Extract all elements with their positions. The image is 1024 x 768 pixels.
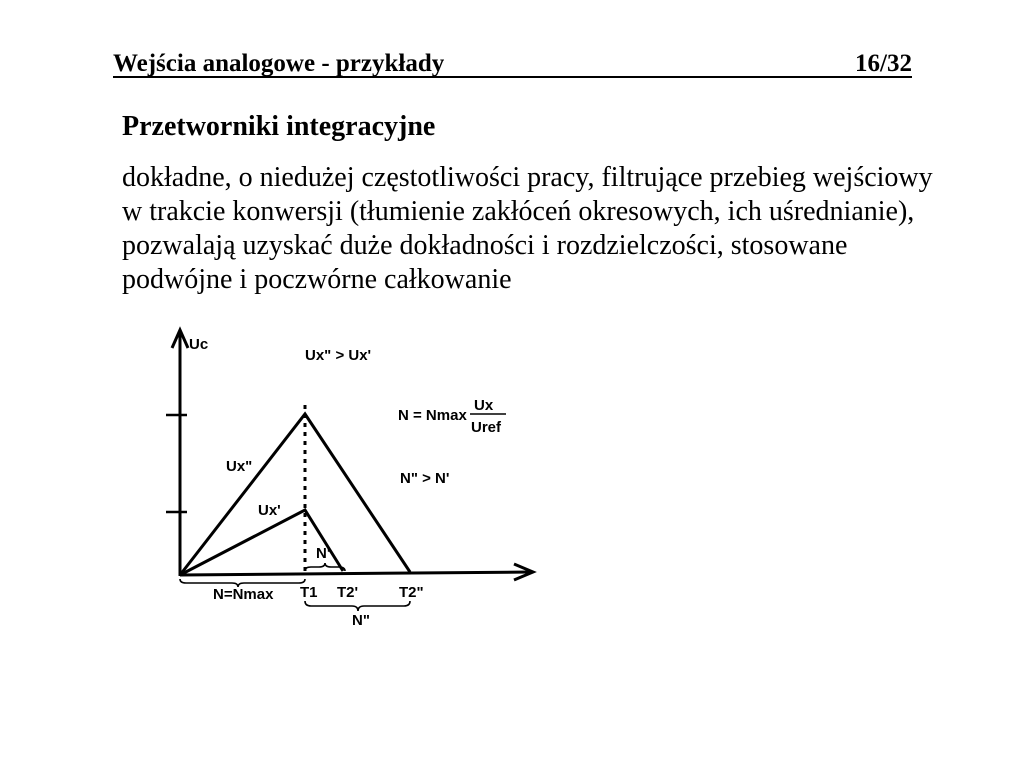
slide-header bbox=[113, 52, 912, 78]
condition-ux-label: Ux" > Ux' bbox=[305, 347, 372, 364]
condition-n-label: N" > N' bbox=[400, 470, 450, 487]
t1-label: T1 bbox=[300, 584, 318, 601]
formula-lhs-label: N = Nmax bbox=[398, 407, 467, 424]
ramp-ux2-label: Ux" bbox=[226, 458, 253, 475]
brace-n2 bbox=[305, 601, 410, 611]
t2-double-prime-label: T2" bbox=[399, 584, 424, 601]
slide-title: Wejścia analogowe - przykłady bbox=[113, 50, 445, 77]
x-axis bbox=[180, 572, 531, 575]
formula-denominator-label: Uref bbox=[471, 419, 502, 436]
paragraph-line: pozwalają uzyskać duże dokładności i rozdzielczości, stosowane bbox=[122, 230, 848, 261]
dual-slope-integration-diagram bbox=[150, 320, 550, 640]
section-heading: Przetworniki integracyjne bbox=[122, 111, 436, 142]
count-n2-label: N" bbox=[352, 612, 370, 629]
count-nmax-label: N=Nmax bbox=[213, 586, 274, 603]
paragraph-line: w trakcie konwersji (tłumienie zakłóceń okresowych, ich uśrednianie), bbox=[122, 196, 915, 227]
ramp-ux1-label: Ux' bbox=[258, 502, 281, 519]
ramp-ux2 bbox=[180, 414, 410, 575]
paragraph-line: dokładne, o niedużej częstotliwości pracy, filtrujące przebieg wejściowy bbox=[122, 162, 933, 193]
formula-numerator-label: Ux bbox=[474, 397, 494, 414]
paragraph-line: podwójne i poczwórne całkowanie bbox=[122, 264, 512, 295]
page-number: 16/32 bbox=[855, 50, 912, 77]
count-n1-label: N' bbox=[316, 545, 331, 562]
body-paragraph bbox=[122, 161, 933, 297]
y-axis-label: Uc bbox=[189, 336, 209, 353]
t2-prime-label: T2' bbox=[337, 584, 359, 601]
